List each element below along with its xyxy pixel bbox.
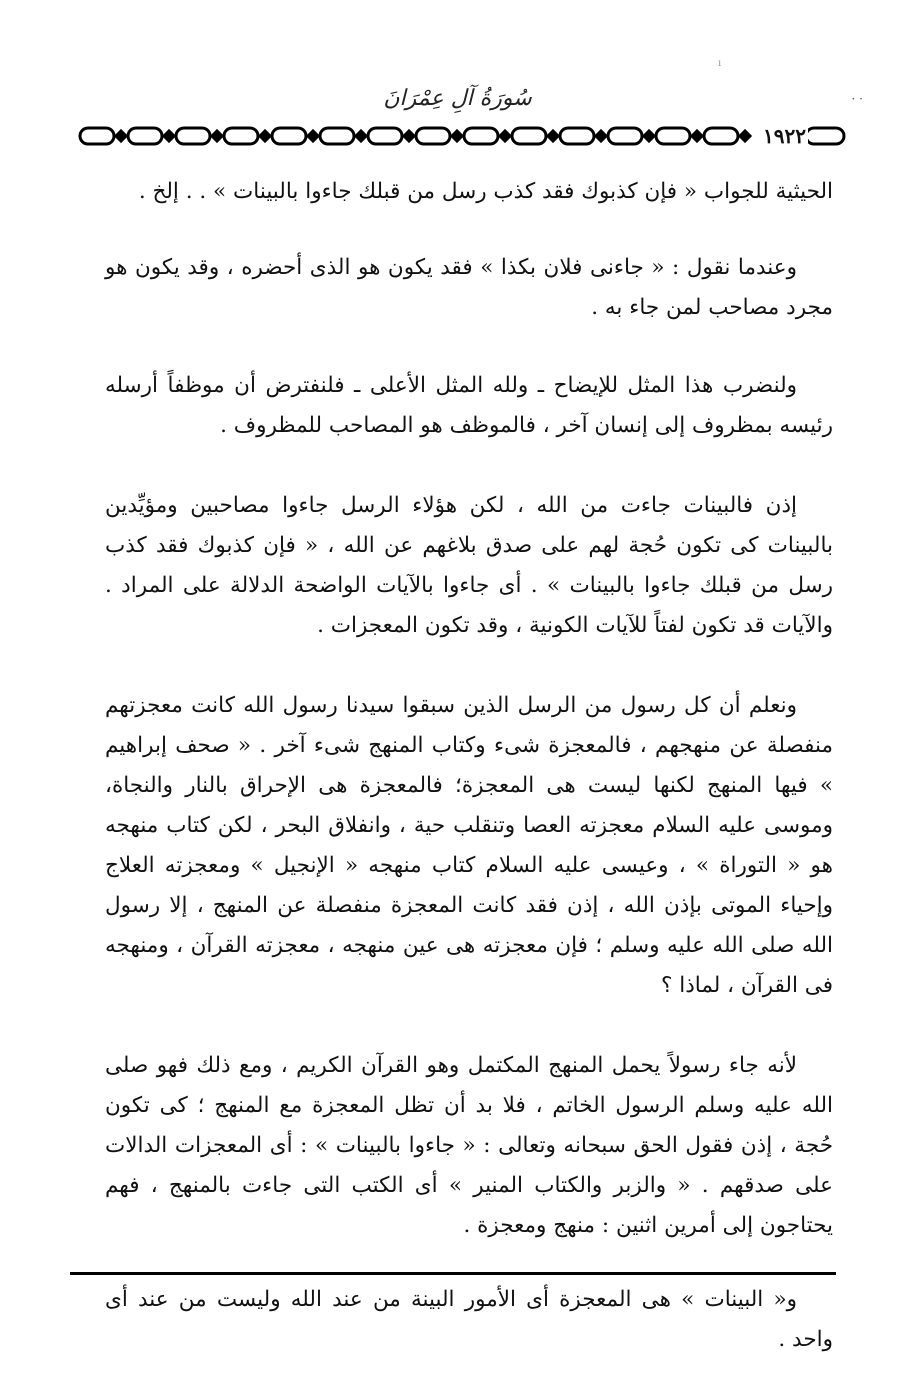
paragraph: ولنضرب هذا المثل للإيضاح ـ ولله المثل الأعلى ـ فلنفترض أن موظفاً أرسله رئيسه بمظروف إلى إنسان آخر ، فالموظف هو المصاحب للمظروف . bbox=[105, 373, 833, 438]
surah-title: سُورَةُ آلِ عِمْرَانَ bbox=[383, 86, 532, 111]
paragraph: إذن فالبينات جاءت من الله ، لكن هؤلاء الرسل جاءوا مصاحبين ومؤيِّدين بالبينات كى تكون حُجة لهم على صدق بلاغهم عن الله ، « فإن كذبوك فقد كذب رسل من قبلك جاءوا بالبينات » . أى جاءوا بالآيات الواضحة الدلالة على المراد . والآيات قد تكون لفتاً للآيات الكونية ، وقد تكون المعجزات . bbox=[105, 493, 833, 638]
decorative-header-border bbox=[78, 122, 848, 150]
paragraph: و« البينات » هى المعجزة أى الأمور البينة من عند الله وليست من عند أى واحد . bbox=[105, 1287, 833, 1352]
scan-mark: ı bbox=[718, 58, 722, 69]
paragraph: وعندما نقول : « جاءنى فلان بكذا » فقد يكون هو الذى أحضره ، وقد يكون هو مجرد مصاحب لمن جاء به . bbox=[105, 255, 833, 320]
footer-rule bbox=[70, 1272, 836, 1275]
scan-mark: · · bbox=[851, 92, 863, 106]
ornamental-chain-icon bbox=[78, 122, 848, 150]
paragraph: لأنه جاء رسولاً يحمل المنهج المكتمل وهو القرآن الكريم ، ومع ذلك فهو صلى الله عليه وسلم الرسول الخاتم ، فلا بد أن تظل المعجزة مع المنهج ؛ كى تكون حُجة ، إذن فقول الحق سبحانه وتعالى : « جاءوا بالبينات » : أى المعجزات الدالات على صدقهم . « والزبر والكتاب المنير » أى الكتب التى جاءت بالمنهج ، فهم يحتاجون إلى أمرين اثنين : منهج ومعجزة . bbox=[105, 1053, 833, 1238]
body-text bbox=[105, 172, 833, 1360]
paragraph: ونعلم أن كل رسول من الرسل الذين سبقوا سيدنا رسول الله كانت معجزتهم منفصلة عن منهجهم ، فالمعجزة شىء وكتاب المنهج شىء آخر . « صحف إبراهيم » فيها المنهج لكنها ليست هى المعجزة؛ فالمعجزة هى الإحراق بالنار والنجاة، وموسى عليه السلام معجزته العصا وتنقلب حية ، وانفلاق البحر ، لكن كتاب منهجه هو « التوراة » ، وعيسى عليه السلام كتاب منهجه « الإنجيل » ومعجزته العلاج وإحياء الموتى بإذن الله ، إذن فقد كانت المعجزة منفصلة عن المنهج ، إلا رسول الله صلى الله عليه وسلم ؛ فإن معجزته هى عين منهجه ، معجزته القرآن ، ومنهجه فى القرآن ، لماذا ؟ bbox=[105, 693, 833, 998]
page-number: ١٩٢٢ bbox=[763, 124, 806, 148]
paragraph: الحيثية للجواب « فإن كذبوك فقد كذب رسل من قبلك جاءوا بالبينات » . . إلخ . bbox=[138, 179, 833, 204]
